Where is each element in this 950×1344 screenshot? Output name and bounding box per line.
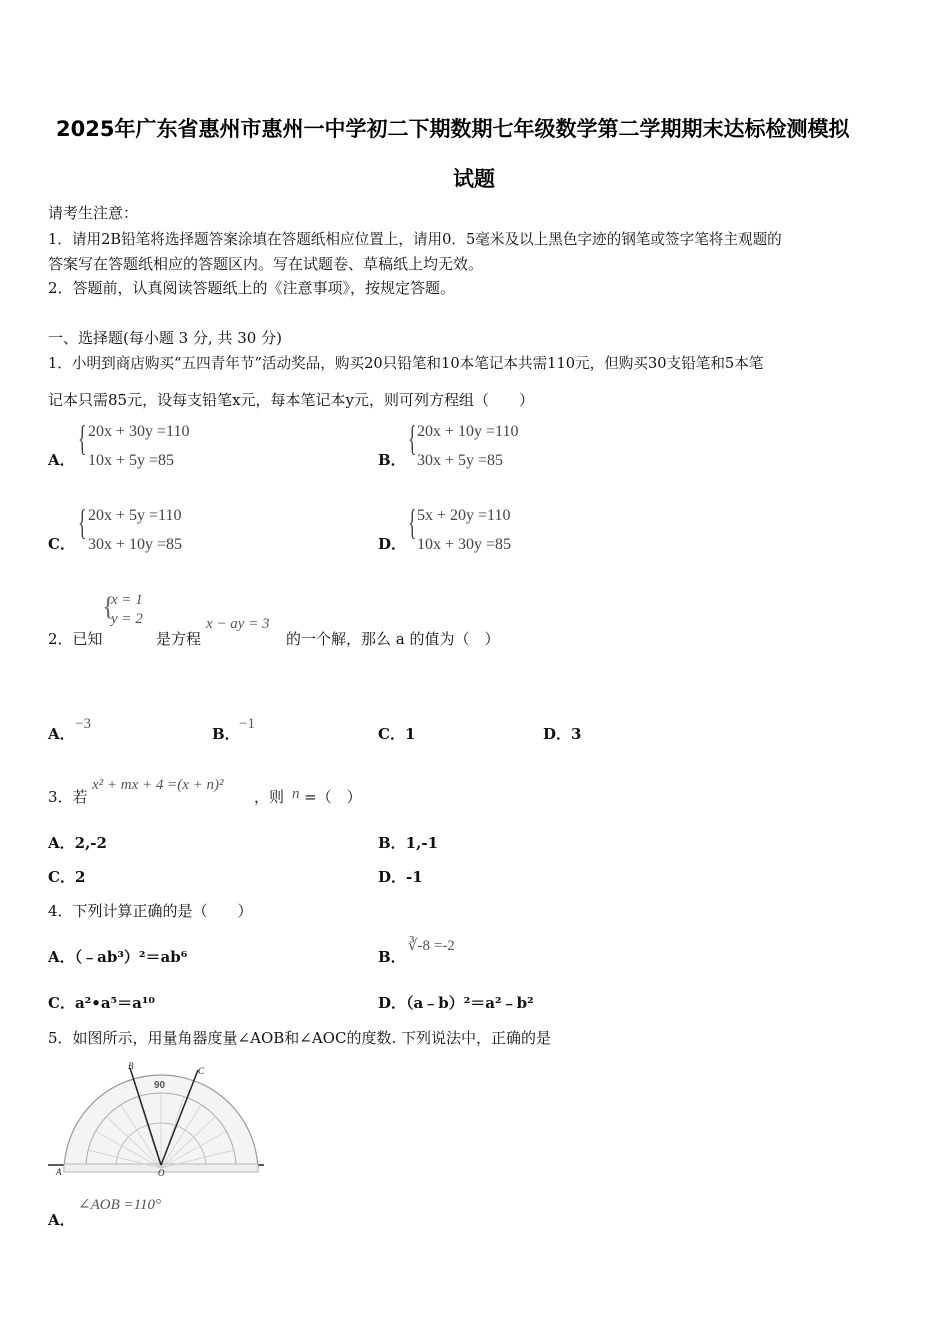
q1-c-eq1: 20x + 5y =110	[88, 507, 182, 524]
protractor-figure	[46, 1060, 266, 1180]
q1-option-b-label[interactable]: B．	[378, 451, 406, 469]
q2-option-a-value: −3	[75, 716, 91, 732]
q1-b-eq1: 20x + 10y =110	[417, 423, 519, 440]
q1-d-brace: {	[408, 502, 417, 542]
page-title: 2025年广东省惠州市惠州一中学初二下期数期七年级数学第二学期期末达标检测模拟	[56, 117, 850, 141]
q3-option-d[interactable]: D．-1	[378, 868, 423, 886]
q3-suffix: ，则	[254, 788, 285, 806]
q2-sys-eq2: y = 2	[111, 611, 143, 627]
q2-system-brace: {	[102, 592, 115, 621]
q4-option-c[interactable]: C．a²•a⁵＝a¹⁰	[48, 994, 155, 1012]
protractor-90-mark: 90	[154, 1080, 166, 1091]
q1-c-brace: {	[78, 502, 87, 542]
q3-prefix: 3．若	[48, 788, 88, 806]
q2-option-c[interactable]: C．1	[378, 725, 416, 743]
q1-a-eq2: 10x + 5y =85	[88, 452, 175, 469]
q2-option-b-label[interactable]: B．	[212, 725, 240, 743]
notice-line3: 2．答题前，认真阅读答题纸上的《注意事项》，按规定答题。	[48, 279, 456, 297]
q4-option-a[interactable]: A．（﹣ab³）²＝ab⁶	[48, 948, 188, 966]
q3-paren: =（ ）	[304, 788, 362, 806]
notice-heading: 请考生注意：	[48, 204, 139, 222]
q4-option-b-expr: ∛-8 =-2	[408, 938, 455, 954]
q1-d-eq1: 5x + 20y =110	[417, 507, 511, 524]
q5-option-a-expr: ∠AOB =110°	[78, 1197, 161, 1213]
q1-option-d-label[interactable]: D．	[378, 535, 407, 553]
q1-c-eq2: 30x + 10y =85	[88, 536, 183, 553]
q2-option-a-label[interactable]: A．	[48, 725, 75, 743]
notice-line1: 1．请用2B铅笔将选择题答案涂填在答题纸相应位置上，请用0．5毫米及以上黑色字迹的钢笔或签字笔将主观题的	[48, 231, 782, 248]
q2-option-b-value: −1	[239, 716, 255, 732]
q3-expression: x² + mx + 4 =(x + n)²	[92, 777, 224, 793]
q3-option-c[interactable]: C．2	[48, 868, 86, 886]
q1-option-c-label[interactable]: C．	[48, 535, 75, 553]
q1-b-brace: {	[408, 418, 417, 458]
label-b: B	[128, 1061, 134, 1071]
label-o: O	[158, 1168, 165, 1178]
page-title-line2: 试题	[453, 167, 495, 191]
q2-middle: 是方程	[156, 630, 202, 648]
q1-d-eq2: 10x + 30y =85	[417, 536, 512, 553]
notice-line2: 答案写在答题纸相应的答题区内。写在试题卷、草稿纸上均无效。	[48, 255, 484, 273]
label-a: A	[56, 1167, 62, 1177]
q2-option-d[interactable]: D．3	[543, 725, 582, 743]
q1-option-a-label[interactable]: A．	[48, 451, 75, 469]
q2-sys-eq1: x = 1	[111, 592, 143, 608]
q2-prefix: 2．已知	[48, 630, 103, 648]
q1-a-eq1: 20x + 30y =110	[88, 423, 190, 440]
q1-stem-line1: 1．小明到商店购买“五四青年节”活动奖品，购买20只铅笔和10本笔记本共需110元，但购买30支铅笔和5本笔	[48, 355, 764, 372]
q5-option-a-label[interactable]: A．	[48, 1211, 75, 1229]
q3-option-b[interactable]: B．1,-1	[378, 834, 439, 852]
q1-b-eq2: 30x + 5y =85	[417, 452, 504, 469]
q5-stem: 5．如图所示，用量角器度量∠AOB和∠AOC的度数. 下列说法中，正确的是	[48, 1029, 551, 1047]
q1-stem-line2: 记本只需85元，设每支铅笔x元，每本笔记本y元，则可列方程组（ ）	[48, 391, 535, 409]
section-heading: 一、选择题(每小题 3 分, 共 30 分)	[48, 329, 282, 347]
q4-option-d[interactable]: D．（a﹣b）²＝a²﹣b²	[378, 994, 534, 1012]
q4-stem: 4．下列计算正确的是（ ）	[48, 902, 253, 920]
q3-option-a[interactable]: A．2,-2	[48, 834, 107, 852]
q1-a-brace: {	[78, 418, 87, 458]
q4-option-b-label[interactable]: B．	[378, 948, 406, 966]
q2-equation: x − ay = 3	[206, 616, 270, 632]
q2-suffix: 的一个解，那么 a 的值为（ ）	[286, 630, 500, 648]
label-c: C	[198, 1066, 205, 1076]
q3-n: n	[292, 786, 300, 802]
